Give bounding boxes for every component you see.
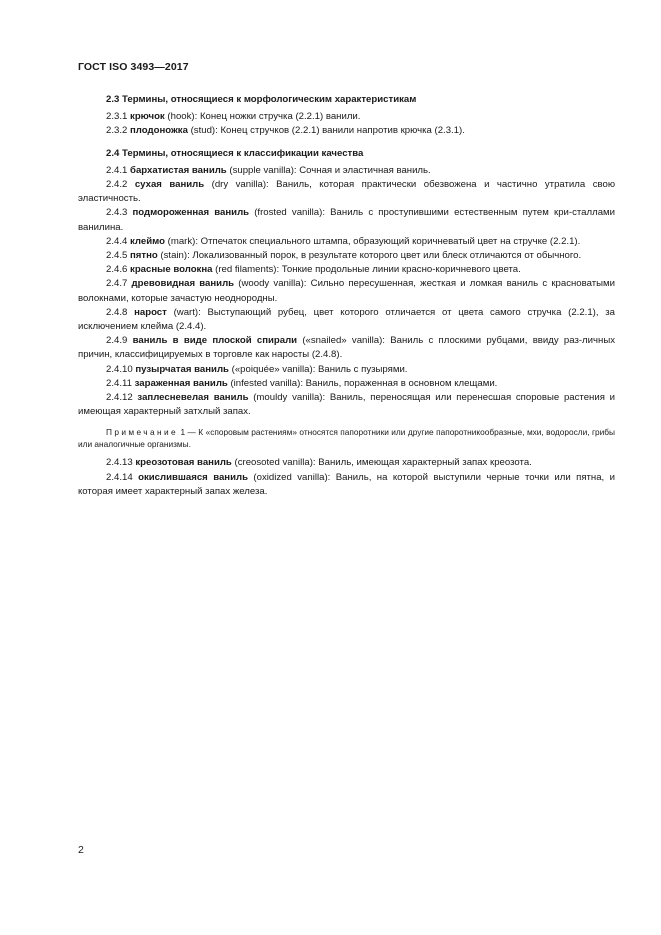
term-definition: (hook): Конец ножки стручка (2.2.1) ванили.: [164, 111, 361, 123]
term-number: 2.4.12: [106, 392, 133, 404]
term-name: крючок: [130, 111, 165, 123]
term-definition: («snailed» vanilla): Ваниль с плоскими рубцами, ввиду раз-личных причин, классифицируемых в торговле как наросты (2.4.8).: [78, 335, 616, 361]
term-entry: [78, 334, 615, 362]
term-entry: [78, 306, 615, 334]
term-definition: (creosoted vanilla): Ваниль, имеющая характерный запах креозота.: [231, 457, 532, 469]
term-definition: (mark): Отпечаток специального штампа, образующий коричневатый цвет на стручке (2.2.1).: [164, 235, 581, 247]
term-entry: [78, 263, 615, 277]
term-name: пятно: [130, 250, 158, 262]
term-number: 2.4.1: [106, 164, 128, 176]
term-number: 2.4.8: [106, 306, 128, 318]
note: [78, 426, 615, 450]
term-definition: (frosted vanilla): Ваниль с проступившими естественным путем кри-сталлами ванилина.: [78, 207, 615, 233]
term-name: креозотовая ваниль: [135, 457, 232, 469]
note-label: Примечание: [106, 427, 179, 438]
term-name: красные волокна: [130, 264, 213, 276]
term-name: нарост: [134, 306, 167, 318]
term-definition: (mouldy vanilla): Ваниль, переносящая или перенесшая споровые растения и имеющая характерный затхлый запах.: [78, 392, 615, 418]
page-number: 2: [78, 844, 84, 856]
term-number: 2.4.11: [106, 377, 132, 389]
term-entry: [78, 164, 615, 178]
term-number: 2.4.7: [106, 278, 128, 290]
term-number: 2.3.2: [106, 125, 128, 137]
term-entry: [78, 235, 615, 249]
term-number: 2.4.9: [106, 335, 128, 347]
term-number: 2.3.1: [106, 111, 128, 123]
term-definition: (dry vanilla): Ваниль, которая практически обезвожена и частично утратила свою эластичность.: [78, 179, 616, 205]
term-number: 2.4.14: [106, 471, 133, 483]
term-name: подмороженная ваниль: [132, 207, 250, 219]
term-entry: [78, 206, 615, 234]
section-title: 2.3 Термины, относящиеся к морфологическим характеристикам: [106, 94, 417, 105]
term-name: зараженная ваниль: [134, 377, 228, 389]
term-number: 2.4.10: [106, 363, 133, 375]
term-entry: [78, 391, 615, 419]
term-name: бархатистая ваниль: [130, 164, 227, 176]
term-name: ваниль в виде плоской спирали: [132, 335, 298, 347]
term-name: клеймо: [130, 235, 165, 247]
term-entry: [78, 124, 615, 138]
term-definition: (woody vanilla): Сильно пересушенная, жесткая и ломкая ваниль с красноватыми волокнами, которые зачастую неоднородны.: [78, 278, 615, 304]
term-entry: [78, 277, 615, 305]
term-name: окислившаяся ваниль: [138, 471, 248, 483]
term-entry: [78, 377, 615, 391]
term-definition: (red filaments): Тонкие продольные линии красно-коричневого цвета.: [212, 264, 521, 276]
term-entry: [78, 110, 615, 124]
document-header: ГОСТ ISO 3493—2017: [78, 61, 189, 73]
term-definition: (supple vanilla): Сочная и эластичная ваниль.: [226, 164, 431, 176]
term-name: заплесневелая ваниль: [137, 392, 249, 404]
term-number: 2.4.2: [106, 179, 128, 191]
term-definition: («poiquée» vanilla): Ваниль с пузырями.: [228, 363, 408, 375]
term-name: древовидная ваниль: [131, 278, 235, 290]
term-name: пузырчатая ваниль: [135, 363, 229, 375]
term-number: 2.4.5: [106, 250, 128, 262]
section-title: 2.4 Термины, относящиеся к классификации качества: [106, 147, 364, 159]
term-entry: [78, 249, 615, 263]
term-entry: [78, 178, 615, 206]
term-definition: (stain): Локализованный порок, в результате которого цвет или блеск отличаются от обычного.: [157, 250, 582, 262]
term-definition: (oxidized vanilla): Ваниль, на которой выступили черные точки или пятна, и которая имеет характерный запах железа.: [78, 471, 616, 497]
term-entry: [78, 471, 615, 499]
term-definition: (infested vanilla): Ваниль, пораженная в основном клещами.: [227, 377, 498, 389]
term-entry: [78, 363, 615, 377]
term-number: 2.4.3: [106, 207, 128, 219]
term-definition: (stud): Конец стручков (2.2.1) ванили напротив крючка (2.3.1).: [187, 125, 465, 137]
term-number: 2.4.13: [106, 457, 133, 469]
term-name: сухая ваниль: [134, 179, 205, 191]
note-text: 1 — К «споровым растениям» относятся папоротники или другие папоротникообразные, мхи, водоросли, грибы или аналогичные организмы.: [78, 427, 615, 450]
term-number: 2.4.4: [106, 235, 128, 247]
document-body: [78, 93, 615, 499]
term-entry: [78, 456, 615, 470]
term-name: плодоножка: [130, 125, 188, 137]
term-definition: (wart): Выступающий рубец, цвет которого отличается от цвета самого стручка (2.2.1), за исключением клейма (2.4.4).: [78, 306, 615, 333]
term-number: 2.4.6: [106, 264, 128, 276]
